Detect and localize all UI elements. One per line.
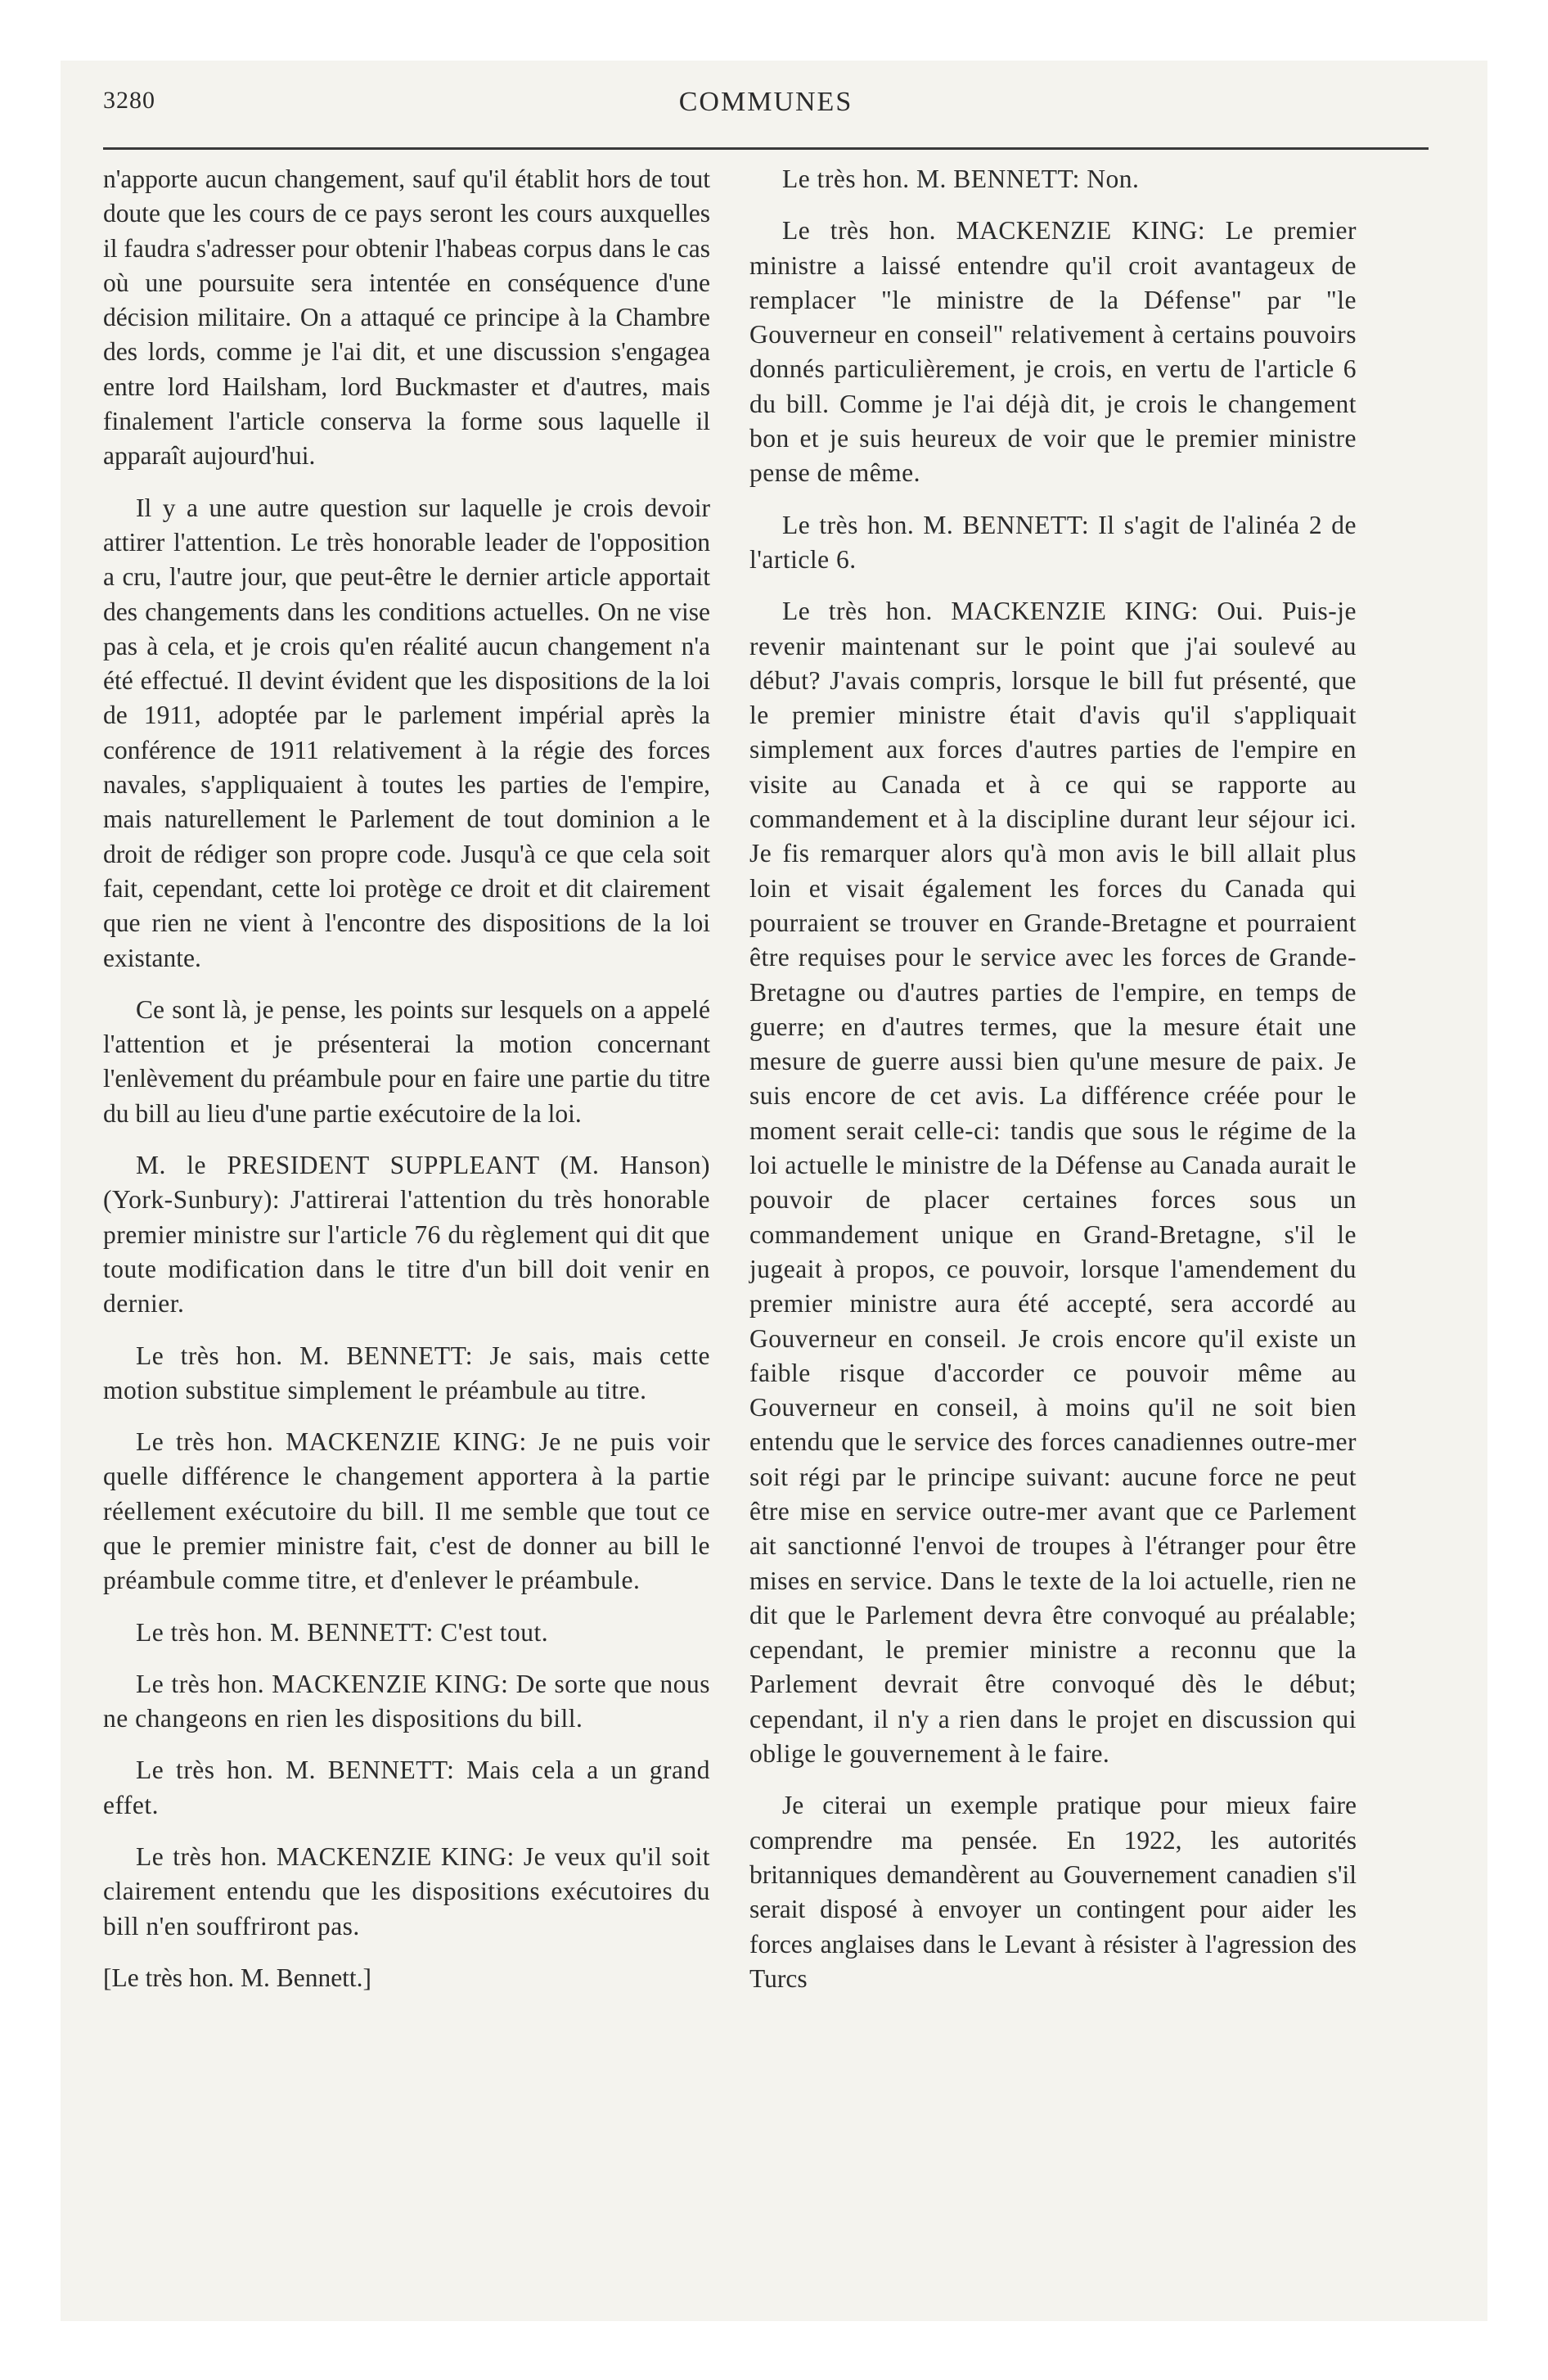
right-column xyxy=(749,162,1357,2013)
page-number: 3280 xyxy=(103,87,155,114)
speech-paragraph: Le très hon. MACKENZIE KING: Je ne puis voir quelle différence le changement apportera à la partie réellement exécutoire du bill. Il me semble que tout ce que le premier ministre fait, c'est de donner au bill le préambule comme titre, et d'enlever le préambule. xyxy=(103,1427,710,1595)
paragraph: n'apporte aucun changement, sauf qu'il établit hors de tout doute que les cours de ce pays seront les cours auxquelles il faudra s'adresser pour obtenir l'habeas corpus dans le cas où une poursuite sera intentée en conséquence d'une décision militaire. On a attaqué ce principe à la Chambre des lords, comme je l'ai dit, et une discussion s'engagea entre lord Hailsham, lord Buckmaster et d'autres, mais finalement l'article conserva la forme sous laquelle il apparaît aujourd'hui. xyxy=(103,165,710,471)
speech-paragraph: Le très hon. MACKENZIE KING: Je veux qu'il soit clairement entendu que les dispositions exécutoires du bill n'en souffriront pas. xyxy=(103,1842,710,1941)
speech-paragraph: Le très hon. M. BENNETT: Non. xyxy=(782,165,1140,193)
speech-paragraph: Le très hon. MACKENZIE KING: Oui. Puis-je revenir maintenant sur le point que j'ai soulevé au début? J'avais compris, lorsque le bill fut présenté, que le premier ministre était d'avis qu'il s'appliquait simplement aux forces d'autres parties de l'empire en visite au Canada et à ce qui se rapporte au commandement et à la discipline durant leur séjour ici. Je fis remarquer alors qu'à mon avis le bill allait plus loin et visait également les forces du Canada qui pourraient se trouver en Grande-Bretagne et pourraient être requises pour le service avec les forces de Grande-Bretagne ou d'autres parties de l'empire, en temps de guerre; en d'autres termes, que la mesure était une mesure de guerre aussi bien qu'une mesure de paix. Je suis encore de cet avis. La différence créée pour le moment serait celle-ci: tandis que sous le régime de la loi actuelle le ministre de la Défense au Canada aurait le pouvoir de placer certaines forces sous un commandement unique en Grand-Bretagne, s'il le jugeait à propos, ce pouvoir, lorsque l'amendement du premier ministre aura été accepté, sera accordé au Gouverneur en conseil. Je crois encore qu'il existe un faible risque d'accorder ce pouvoir même au Gouverneur en conseil, à moins qu'il ne soit bien entendu que le service des forces canadiennes outre-mer soit régi par le principe suivant: aucune force ne peut être mise en service outre-mer avant que ce Parlement ait sanctionné l'envoi de troupes à l'étranger pour être mises en service. Dans le texte de la loi actuelle, rien ne dit que le Parlement devra être convoqué au préalable; cependant, le premier ministre a reconnu que la Parlement devrait être convoqué dès le début; cependant, il n'y a rien dans le projet en discussion qui oblige le gouvernement à le faire. xyxy=(749,597,1357,1769)
left-column xyxy=(103,162,710,2013)
page-header xyxy=(103,87,1429,136)
speech-paragraph: Le très hon. M. BENNETT: Mais cela a un grand effet. xyxy=(103,1756,710,1819)
speech-paragraph: Le très hon. M. BENNETT: Je sais, mais cette motion substitue simplement le préambule au titre. xyxy=(103,1341,710,1404)
paragraph: Je citerai un exemple pratique pour mieux faire comprendre ma pensée. En 1922, les autorités britanniques demandèrent au Gouvernement canadien s'il serait disposé à envoyer un contingent pour aider les forces anglaises dans le Levant à résister à l'agression des Turcs xyxy=(749,1791,1357,1993)
speech-paragraph: Le très hon. MACKENZIE KING: De sorte que nous ne changeons en rien les dispositions du bill. xyxy=(103,1669,710,1733)
header-rule xyxy=(103,147,1429,150)
paragraph: Il y a une autre question sur laquelle je crois devoir attirer l'attention. Le très honorable leader de l'opposition a cru, l'autre jour, que peut-être le dernier article apportait des changements dans les conditions actuelles. On ne vise pas à cela, et je crois qu'en réalité aucun changement n'a été effectué. Il devint évident que les dispositions de la loi de 1911, adoptée par le parlement impérial après la conférence de 1911 relativement à la régie des forces navales, s'appliquaient à toutes les parties de l'empire, mais naturellement le Parlement de tout dominion a le droit de rédiger son propre code. Jusqu'à ce que cela soit fait, cependant, cette loi protège ce droit et dit clairement que rien ne vient à l'encontre des dispositions de la loi existante. xyxy=(103,493,710,972)
paragraph: Ce sont là, je pense, les points sur lesquels on a appelé l'attention et je présenterai la motion concernant l'enlèvement du préambule pour en faire une partie du titre du bill au lieu d'une partie exécutoire de la loi. xyxy=(103,994,710,1128)
speech-paragraph: M. le PRESIDENT SUPPLEANT (M. Hanson) (York-Sunbury): J'attirerai l'attention du très honorable premier ministre sur l'article 76 du règlement qui dit que toute modification dans le titre d'un bill doit venir en dernier. xyxy=(103,1151,710,1318)
running-title: COMMUNES xyxy=(678,87,853,117)
speech-paragraph: Le très hon. MACKENZIE KING: Le premier ministre a laissé entendre qu'il croit avantageux de remplacer "le ministre de la Défense" par "le Gouverneur en conseil" relativement à certains pouvoirs donnés particulièrement, je crois, en vertu de l'article 6 du bill. Comme je l'ai déjà dit, je crois le changement bon et je suis heureux de voir que le premier ministre pense de même. xyxy=(749,216,1357,488)
speech-paragraph: Le très hon. M. BENNETT: C'est tout. xyxy=(136,1617,549,1647)
speech-paragraph: Le très hon. M. BENNETT: Il s'agit de l'alinéa 2 de l'article 6. xyxy=(749,510,1357,574)
speaker-note: [Le très hon. M. Bennett.] xyxy=(103,1963,372,1992)
